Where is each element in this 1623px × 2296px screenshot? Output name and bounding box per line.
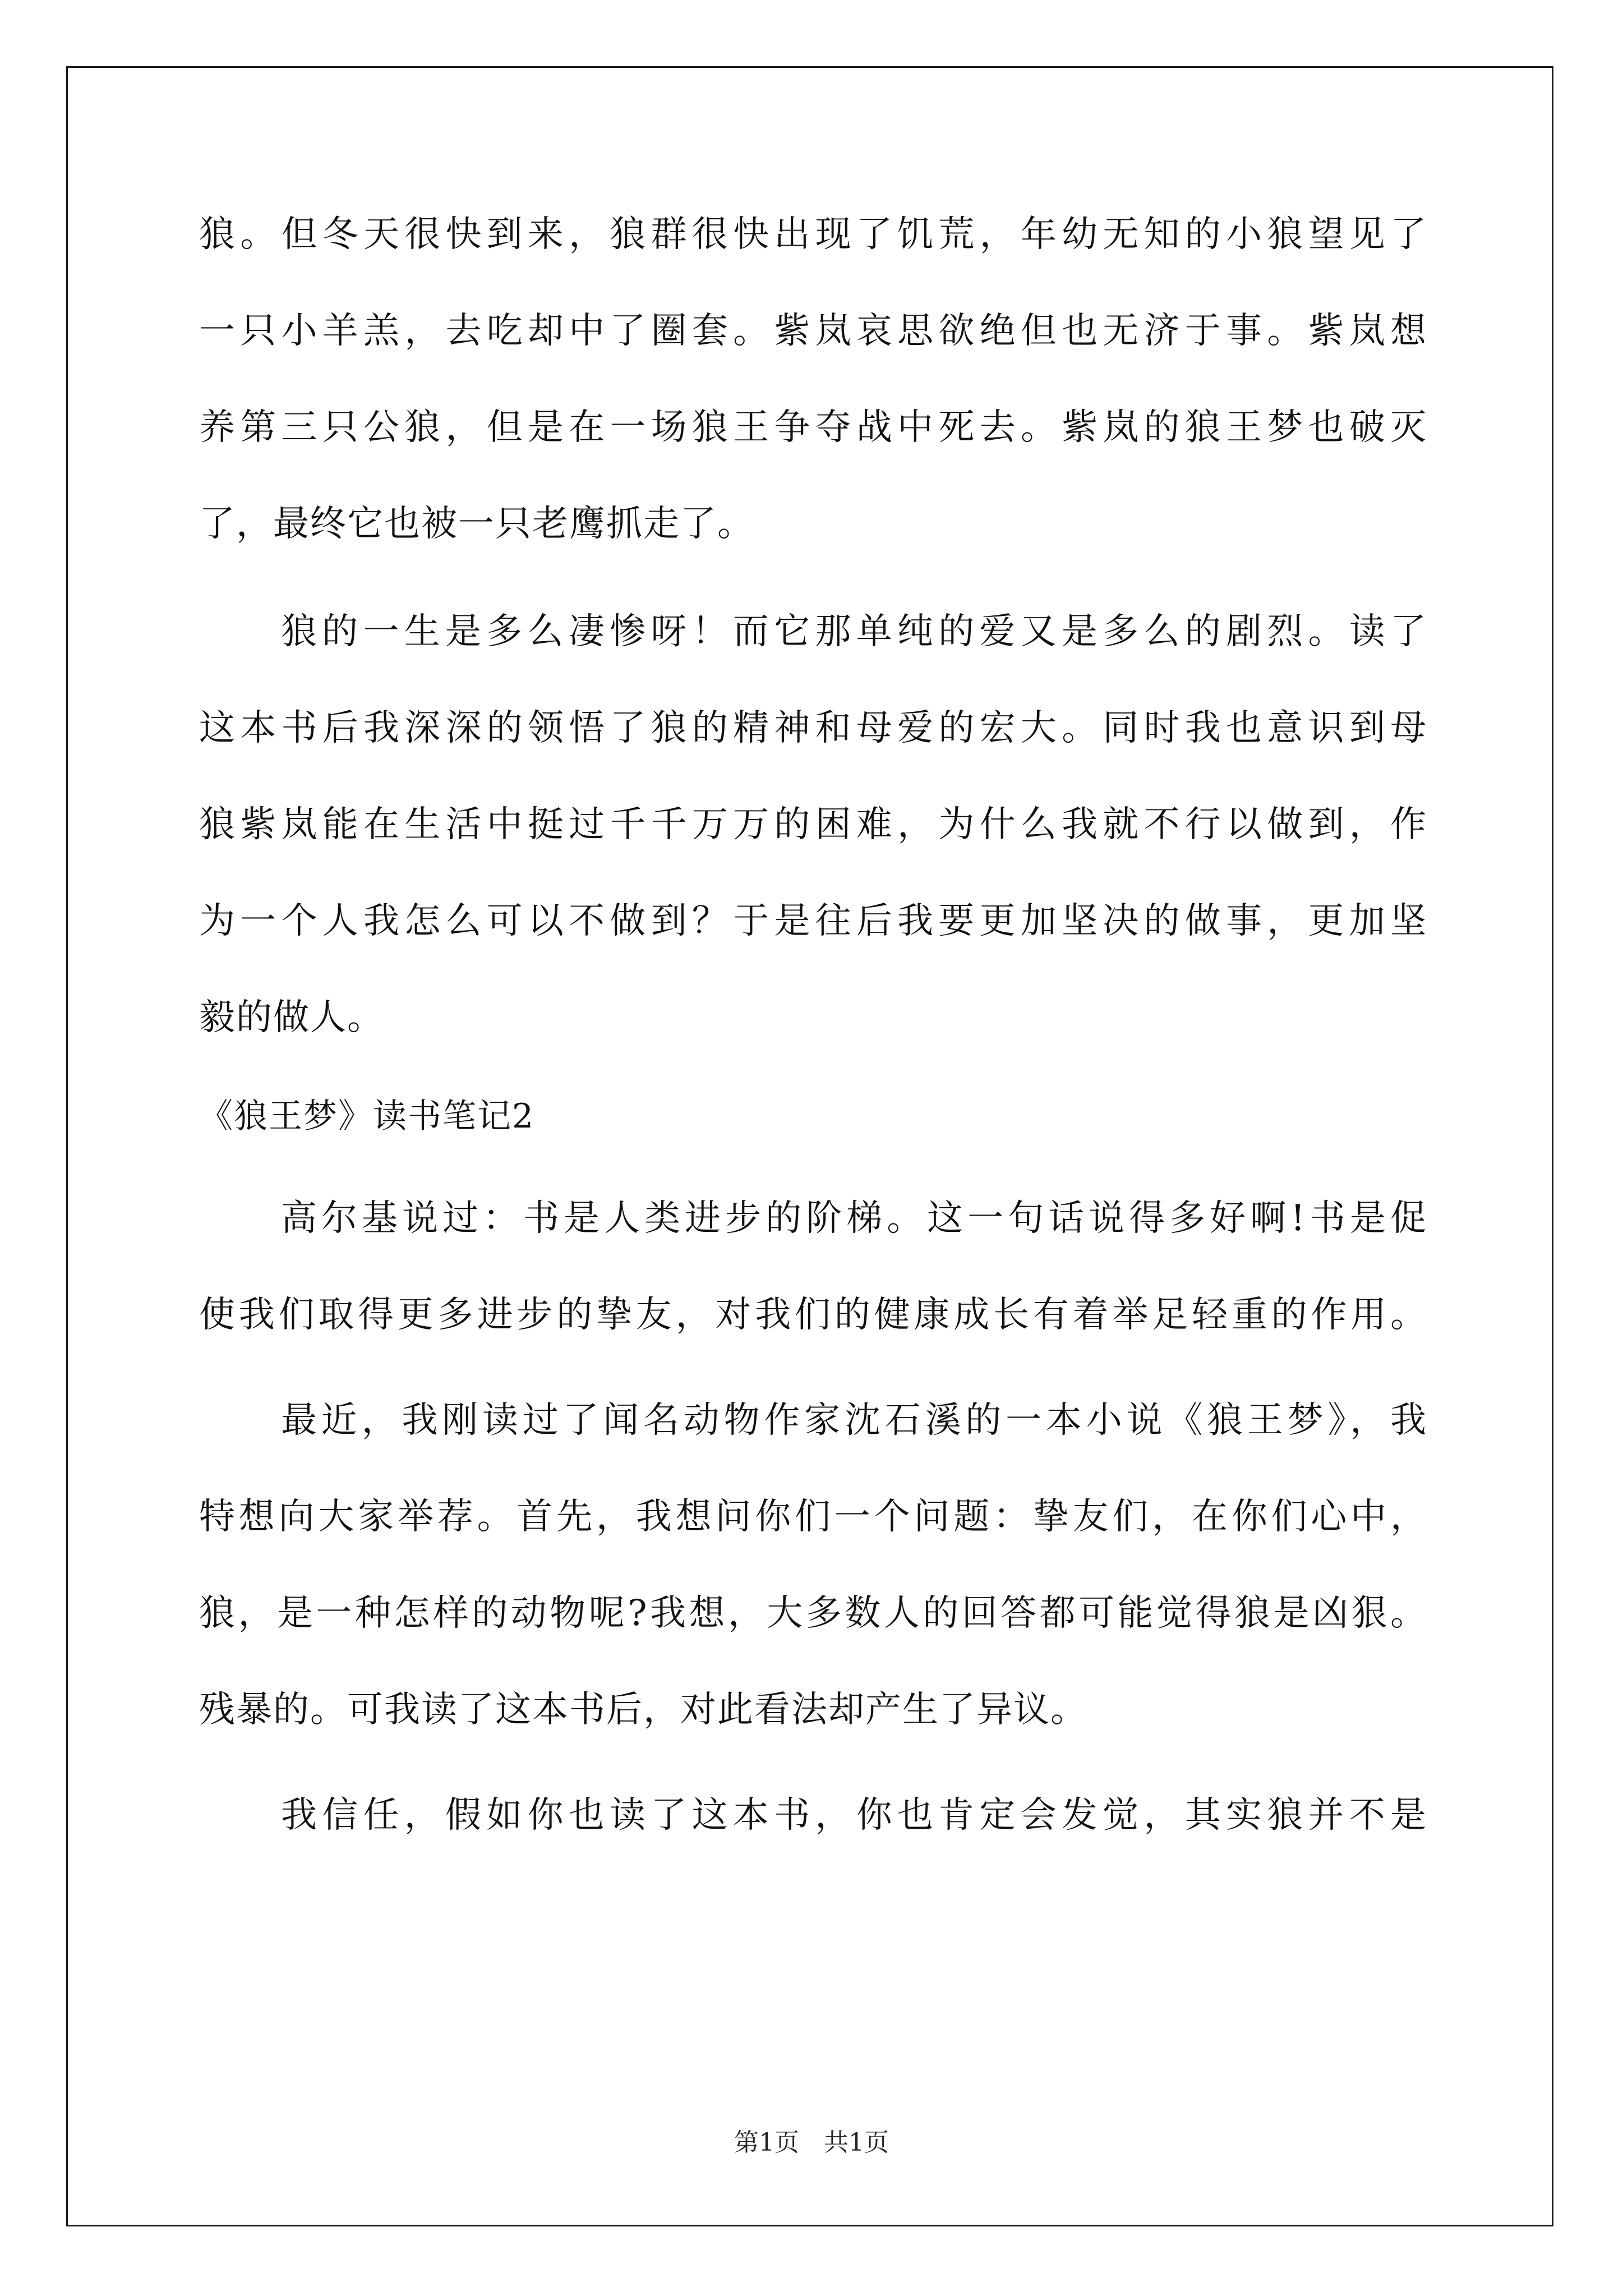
text-line: 我信任，假如你也读了这本书，你也肯定会发觉，其实狼并不是 (281, 1795, 1427, 1836)
text-line: 狼紫岚能在生活中挺过千千万万的困难，为什么我就不行以做到，作 (199, 804, 1427, 845)
text-line: 高尔基说过：书是人类进步的阶梯。这一句话说得多好啊!书是促 (281, 1198, 1427, 1239)
text-line: 为一个人我怎么可以不做到？于是往后我要更加坚决的做事，更加坚 (199, 900, 1427, 942)
page-footer: 第1页 共1页 (734, 2128, 889, 2157)
page-border (66, 66, 1553, 2226)
text-line: 使我们取得更多进步的挚友，对我们的健康成长有着举足轻重的作用。 (199, 1294, 1427, 1336)
text-line: 养第三只公狼，但是在一场狼王争夺战中死去。紫岚的狼王梦也破灭 (199, 407, 1427, 448)
text-line: 狼，是一种怎样的动物呢?我想，大多数人的回答都可能觉得狼是凶狠。 (199, 1593, 1427, 1634)
text-line: 特想向大家举荐。首先，我想问你们一个问题：挚友们，在你们心中， (199, 1496, 1427, 1538)
text-line: 这本书后我深深的领悟了狼的精神和母爱的宏大。同时我也意识到母 (199, 707, 1427, 749)
text-line: 狼的一生是多么凄惨呀！而它那单纯的爱又是多么的剧烈。读了 (281, 611, 1427, 652)
text-line: 狼。但冬天很快到来，狼群很快出现了饥荒，年幼无知的小狼望见了 (199, 214, 1427, 255)
text-line: 一只小羊羔，去吃却中了圈套。紫岚哀思欲绝但也无济于事。紫岚想 (199, 310, 1427, 352)
text-line: 毅的做人。 (199, 997, 384, 1038)
text-line: 最近，我刚读过了闻名动物作家沈石溪的一本小说《狼王梦》，我 (281, 1400, 1427, 1441)
section-heading: 《狼王梦》读书笔记2 (199, 1097, 535, 1136)
text-line: 了，最终它也被一只老鹰抓走了。 (199, 503, 754, 545)
text-line: 残暴的。可我读了这本书后，对此看法却产生了异议。 (199, 1689, 1087, 1731)
